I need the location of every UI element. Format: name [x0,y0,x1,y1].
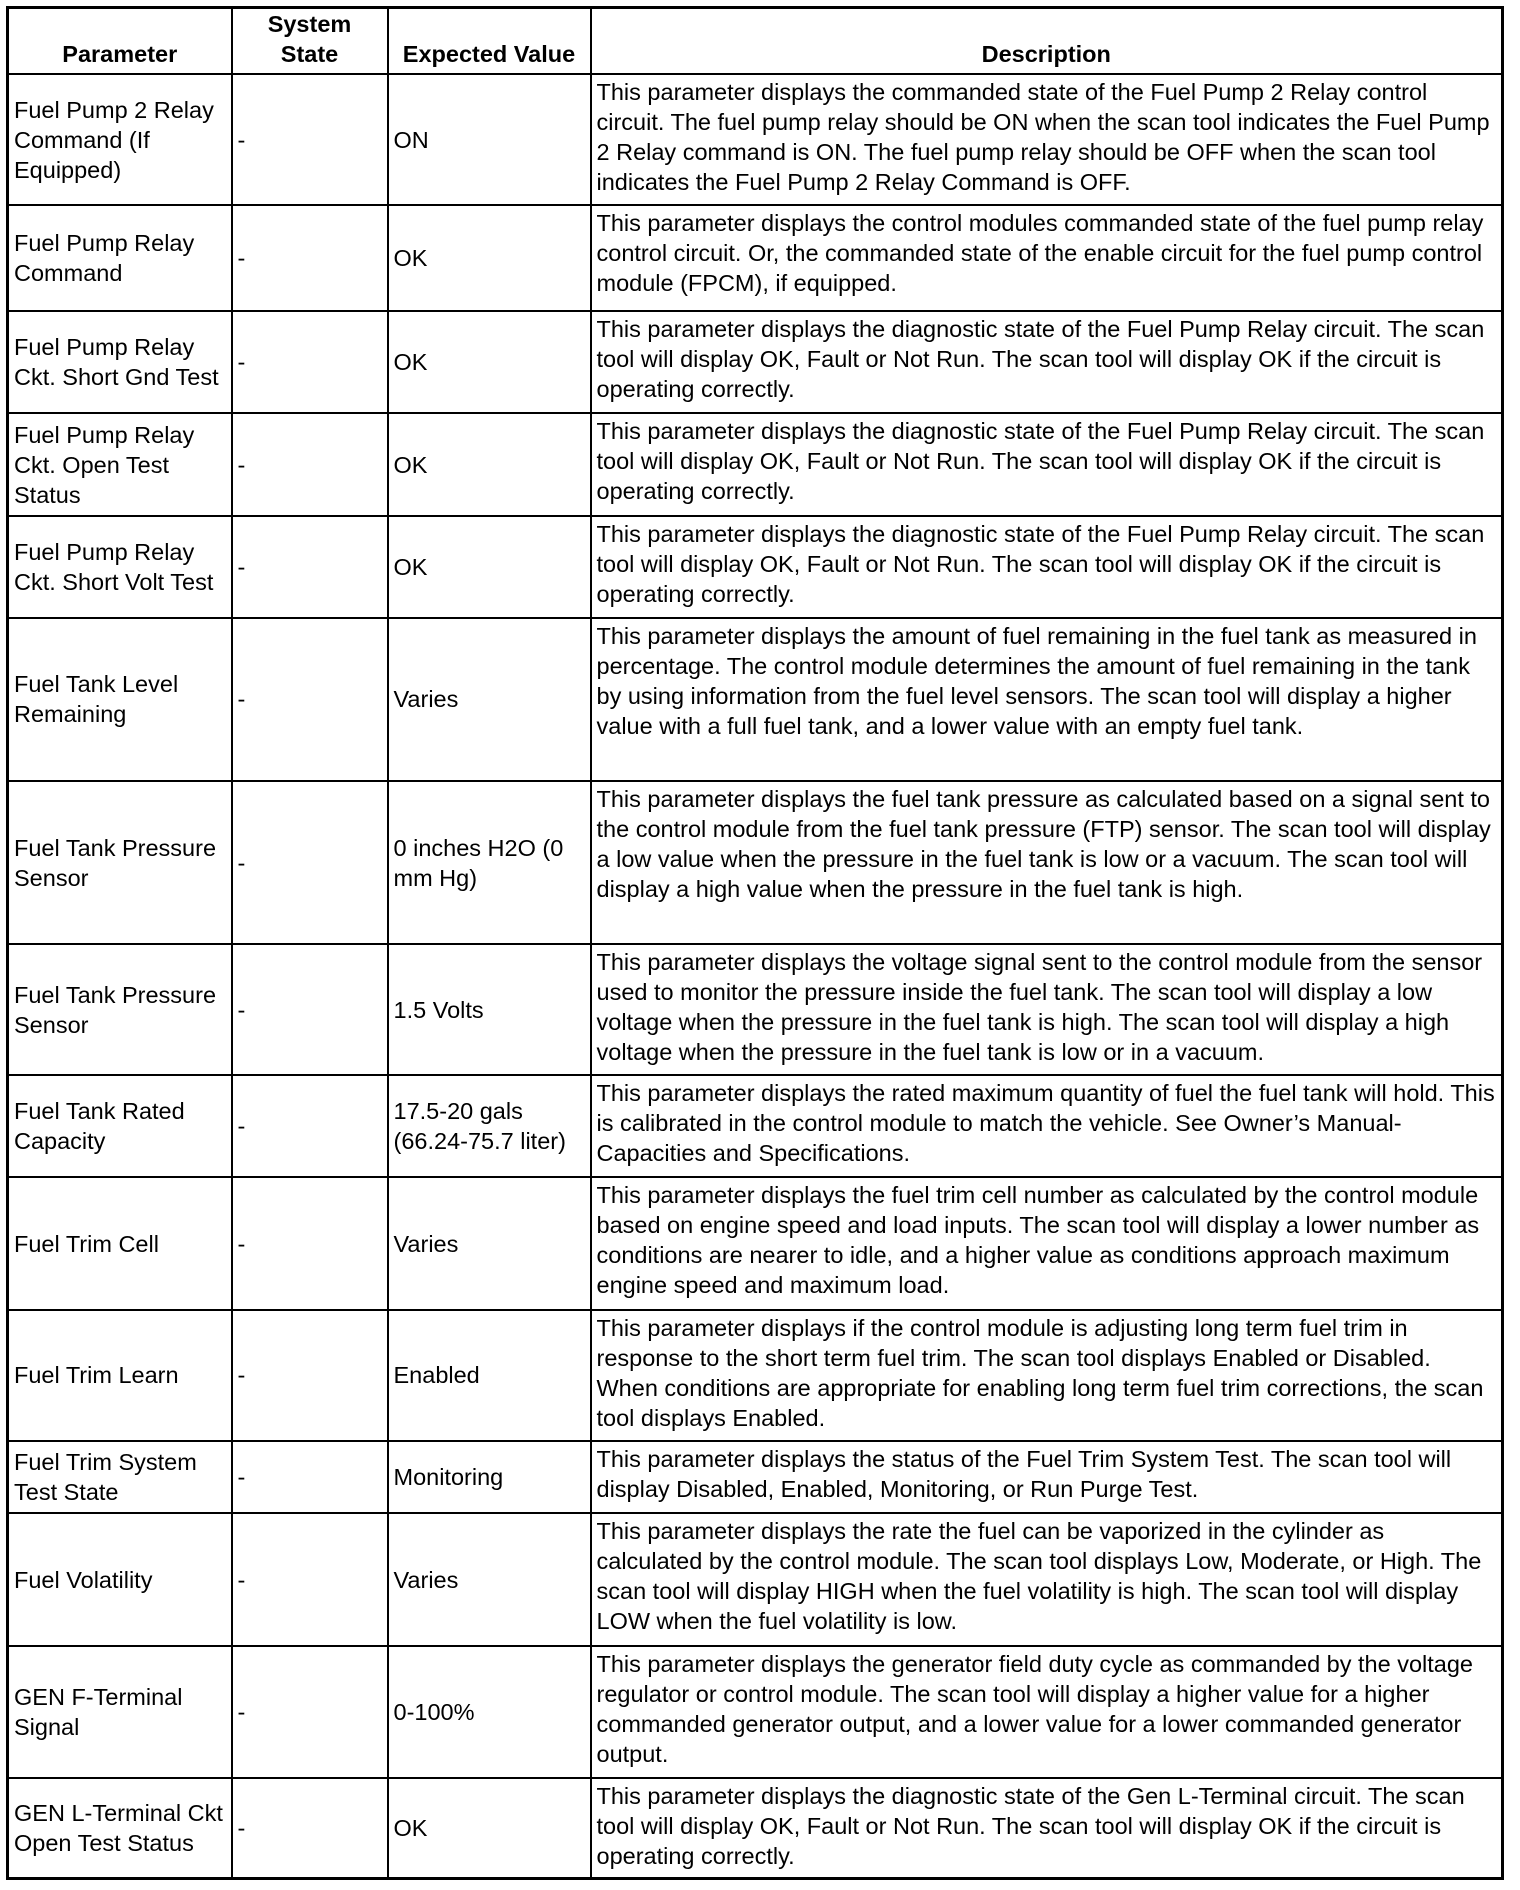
header-parameter: Parameter [8,8,232,75]
cell-parameter: Fuel Tank Pressure Sensor [8,944,232,1075]
table-row [8,1441,1503,1513]
table-row [8,781,1503,944]
cell-system-state: - [232,1177,388,1309]
cell-parameter: Fuel Trim Cell [8,1177,232,1309]
cell-expected-value: 0-100% [388,1646,591,1778]
cell-description: This parameter displays the fuel tank pressure as calculated based on a signal sent to the control module from the fuel tank pressure (FTP) sensor. The scan tool will display a low value when the pressure in the fuel tank is low or a vacuum. The scan tool will display a high value when the pressure in the fuel tank is high. [591,781,1503,944]
cell-parameter: Fuel Pump Relay Ckt. Open Test Status [8,413,232,515]
cell-description: This parameter displays the diagnostic state of the Fuel Pump Relay circuit. The scan tool will display OK, Fault or Not Run. The scan tool will display OK if the circuit is operating correctly. [591,413,1503,515]
table-row [8,1646,1503,1778]
table-row [8,205,1503,311]
cell-expected-value: OK [388,205,591,311]
cell-parameter: Fuel Tank Rated Capacity [8,1075,232,1177]
table-row [8,74,1503,205]
parameter-table [6,6,1504,1880]
cell-parameter: Fuel Pump Relay Ckt. Short Gnd Test [8,311,232,413]
cell-system-state: - [232,1075,388,1177]
cell-expected-value: Varies [388,1177,591,1309]
cell-parameter: Fuel Tank Pressure Sensor [8,781,232,944]
cell-system-state: - [232,1310,388,1441]
cell-system-state: - [232,311,388,413]
cell-description: This parameter displays the voltage signal sent to the control module from the sensor used to monitor the pressure inside the fuel tank. The scan tool will display a low voltage when the pressure in the fuel tank is high. The scan tool will display a high voltage when the pressure in the fuel tank is low or in a vacuum. [591,944,1503,1075]
header-row [8,8,1503,75]
cell-description: This parameter displays the control modules commanded state of the fuel pump relay control circuit. Or, the commanded state of the enable circuit for the fuel pump control module (FPCM), if equipped. [591,205,1503,311]
cell-system-state: - [232,1441,388,1513]
cell-expected-value: Enabled [388,1310,591,1441]
table-row [8,311,1503,413]
table-row [8,618,1503,781]
cell-system-state: - [232,1778,388,1878]
cell-description: This parameter displays the generator field duty cycle as commanded by the voltage regulator or control module. The scan tool will display a higher value for a higher commanded generator output, and a lower value for a lower commanded generator output. [591,1646,1503,1778]
header-expected-value: Expected Value [388,8,591,75]
cell-system-state: - [232,413,388,515]
table-row [8,944,1503,1075]
cell-system-state: - [232,1646,388,1778]
table-row [8,1075,1503,1177]
cell-parameter: GEN F-Terminal Signal [8,1646,232,1778]
cell-expected-value: OK [388,1778,591,1878]
cell-expected-value: 0 inches H2O (0 mm Hg) [388,781,591,944]
cell-expected-value: Varies [388,1513,591,1646]
cell-system-state: - [232,944,388,1075]
cell-description: This parameter displays the fuel trim cell number as calculated by the control module based on engine speed and load inputs. The scan tool will display a lower number as conditions are nearer to idle, and a higher value as conditions approach maximum engine speed and maximum load. [591,1177,1503,1309]
cell-expected-value: OK [388,516,591,618]
cell-parameter: Fuel Pump 2 Relay Command (If Equipped) [8,74,232,205]
cell-parameter: Fuel Pump Relay Ckt. Short Volt Test [8,516,232,618]
cell-expected-value: OK [388,311,591,413]
cell-description: This parameter displays the rate the fuel can be vaporized in the cylinder as calculated by the control module. The scan tool displays Low, Moderate, or High. The scan tool will display HIGH when the fuel volatility is high. The scan tool will display LOW when the fuel volatility is low. [591,1513,1503,1646]
cell-expected-value: Monitoring [388,1441,591,1513]
cell-description: This parameter displays the rated maximum quantity of fuel the fuel tank will hold. This is calibrated in the control module to match the vehicle. See Owner’s Manual-Capacities and Specifications. [591,1075,1503,1177]
table-row [8,1778,1503,1878]
cell-system-state: - [232,74,388,205]
cell-system-state: - [232,618,388,781]
cell-parameter: Fuel Pump Relay Command [8,205,232,311]
table-row [8,516,1503,618]
cell-parameter: Fuel Trim Learn [8,1310,232,1441]
cell-description: This parameter displays the commanded state of the Fuel Pump 2 Relay control circuit. The fuel pump relay should be ON when the scan tool indicates the Fuel Pump 2 Relay command is ON. The fuel pump relay should be OFF when the scan tool indicates the Fuel Pump 2 Relay Command is OFF. [591,74,1503,205]
cell-parameter: Fuel Trim System Test State [8,1441,232,1513]
table-row [8,413,1503,515]
cell-parameter: GEN L-Terminal Ckt Open Test Status [8,1778,232,1878]
cell-description: This parameter displays the diagnostic state of the Fuel Pump Relay circuit. The scan tool will display OK, Fault or Not Run. The scan tool will display OK if the circuit is operating correctly. [591,516,1503,618]
table-row [8,1513,1503,1646]
cell-parameter: Fuel Volatility [8,1513,232,1646]
cell-expected-value: OK [388,413,591,515]
cell-expected-value: ON [388,74,591,205]
header-system-state: System State [232,8,388,75]
header-description: Description [591,8,1503,75]
cell-description: This parameter displays the diagnostic state of the Gen L-Terminal circuit. The scan tool will display OK, Fault or Not Run. The scan tool will display OK if the circuit is operating correctly. [591,1778,1503,1878]
cell-system-state: - [232,516,388,618]
table-row [8,1310,1503,1441]
cell-expected-value: 1.5 Volts [388,944,591,1075]
cell-description: This parameter displays the amount of fuel remaining in the fuel tank as measured in percentage. The control module determines the amount of fuel remaining in the tank by using information from the fuel level sensors. The scan tool will display a higher value with a full fuel tank, and a lower value with an empty fuel tank. [591,618,1503,781]
cell-description: This parameter displays the status of the Fuel Trim System Test. The scan tool will display Disabled, Enabled, Monitoring, or Run Purge Test. [591,1441,1503,1513]
cell-description: This parameter displays the diagnostic state of the Fuel Pump Relay circuit. The scan tool will display OK, Fault or Not Run. The scan tool will display OK if the circuit is operating correctly. [591,311,1503,413]
cell-expected-value: 17.5-20 gals (66.24-75.7 liter) [388,1075,591,1177]
cell-system-state: - [232,781,388,944]
cell-description: This parameter displays if the control module is adjusting long term fuel trim in response to the short term fuel trim. The scan tool displays Enabled or Disabled. When conditions are appropriate for enabling long term fuel trim corrections, the scan tool displays Enabled. [591,1310,1503,1441]
cell-parameter: Fuel Tank Level Remaining [8,618,232,781]
cell-system-state: - [232,1513,388,1646]
table-row [8,1177,1503,1309]
cell-system-state: - [232,205,388,311]
cell-expected-value: Varies [388,618,591,781]
